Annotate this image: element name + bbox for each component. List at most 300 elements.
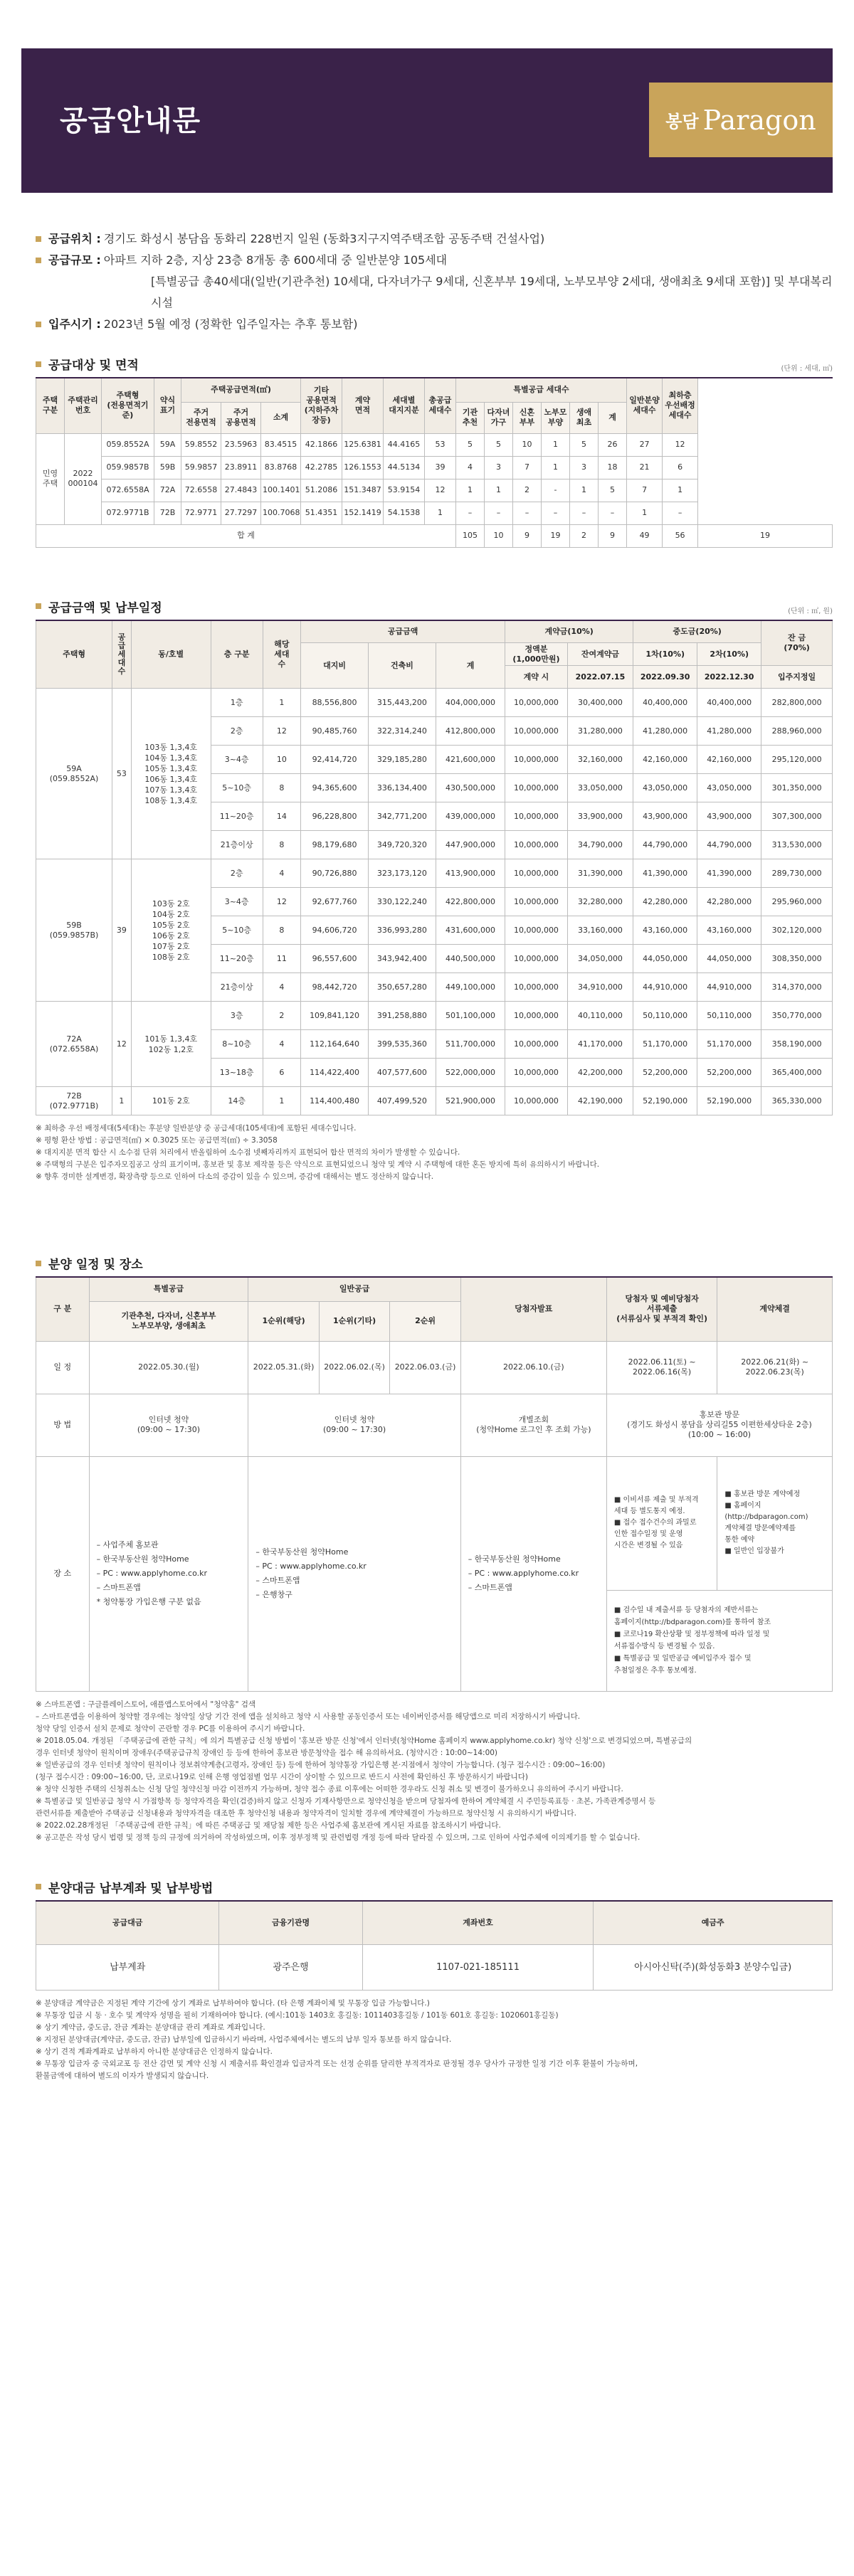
table-header: 계좌번호 [362, 1901, 594, 1945]
table-cell: 4 [456, 456, 485, 479]
table-cell: – 한국부동산원 청약Home – PC : www.applyhome.co.kr – 스마트폰앱 [460, 1456, 606, 1691]
table-header: 세대별 대지지분 [384, 378, 425, 433]
table-cell: 1 [485, 479, 513, 502]
note-line: ※ 무통장 입금 시 동 · 호수 및 계약자 성명을 필히 기재하여야 합니다. (예시:101동 1403호 홍길동: 1011403홍길동 / 101동 601호 홍길동: 1020601홍길동) [36, 2011, 559, 2020]
table-cell: 13~18층 [211, 1059, 263, 1087]
row-label: 일 정 [36, 1341, 90, 1394]
table-cell: 3~4층 [211, 746, 263, 774]
table-cell: 23.5963 [221, 433, 261, 456]
table-cell: 100.1401 [261, 479, 301, 502]
table-header: 잔 금 (70%) [761, 620, 833, 666]
table-cell: 53 [425, 433, 456, 456]
supply-area-table [36, 377, 833, 548]
table-cell: 114,422,400 [301, 1059, 369, 1087]
table-cell: – [542, 502, 570, 524]
table-header: 계 [436, 643, 505, 689]
table-cell: 407,577,600 [368, 1059, 436, 1087]
note-line: ※ 주택형의 구분은 입주자모집공고 상의 표기이며, 홍보관 및 홍보 제작물 등은 약식으로 표현되었으니 청약 및 계약 시 주택형에 대한 혼돈 방지에 특히 유의하시기 바랍니다. [36, 1160, 600, 1169]
table-cell: 50,110,000 [633, 1002, 697, 1030]
table-cell: 44.4165 [384, 433, 425, 456]
table-cell: 404,000,000 [436, 689, 505, 717]
price-notes [36, 1123, 833, 1183]
note-line: ※ 상기 계약금, 중도금, 잔금 계좌는 분양대금 관리 계좌로 계좌입니다. [36, 2023, 265, 2032]
note-line: ※ 스마트폰앱 : 구글플레이스토어, 애플앱스토어에서 "청약홈" 검색 [36, 1700, 256, 1709]
table-cell: 2022 000104 [65, 433, 102, 524]
table-cell: 27.4843 [221, 479, 261, 502]
table-cell: 42,280,000 [633, 888, 697, 916]
table-cell: 10,000,000 [505, 888, 568, 916]
table-cell: 2층 [211, 859, 263, 888]
table-cell: 42,200,000 [567, 1059, 633, 1087]
table-cell: 59A [154, 433, 181, 456]
table-cell: 42,160,000 [633, 746, 697, 774]
note-line: ※ 평형 환산 방법 : 공급면적(㎡) × 0.3025 또는 공급면적(㎡) ÷ 3.3058 [36, 1136, 278, 1145]
table-header: 2022.07.15 [567, 666, 633, 689]
summary-scale-detail: [특별공급 총40세대(일반(기관추천) 10세대, 다자녀가구 9세대, 신혼부부 19세대, 노부모부양 2세대, 생애최초 9세대 포함)] 및 부대복리시설 [151, 275, 833, 309]
table-cell: 10,000,000 [505, 717, 568, 746]
summary [36, 228, 833, 335]
table-cell: 10 [485, 524, 513, 547]
table-cell: 21층이상 [211, 973, 263, 1002]
table-cell: 3층 [211, 1002, 263, 1030]
table-cell: 449,100,000 [436, 973, 505, 1002]
table-cell: 10,000,000 [505, 1002, 568, 1030]
table-cell: 10,000,000 [505, 916, 568, 945]
table-header: 구 분 [36, 1277, 90, 1341]
table-cell: 2 [570, 524, 599, 547]
table-header: 건축비 [368, 643, 436, 689]
table-header: 2022.12.30 [697, 666, 761, 689]
table-cell: 412,800,000 [436, 717, 505, 746]
table-header: 주거 공용면적 [221, 402, 261, 433]
table-cell: 358,190,000 [761, 1030, 833, 1059]
section-title-text: 분양대금 납부계좌 및 납부방법 [48, 1881, 214, 1896]
table-cell: 96,228,800 [301, 802, 369, 831]
table-header: 주택공급면적(㎡) [181, 378, 301, 402]
note-line: (청구 접수시간 : 09:00~16:00, 단, 코로나19로 인해 은행 영업점별 업무 시간이 상이할 수 있으므로 반드시 사전에 확인하신 후 방문하시기 바랍니다) [36, 1772, 528, 1781]
table-cell: 413,900,000 [436, 859, 505, 888]
table-cell: 인터넷 청약 (09:00 ~ 17:30) [89, 1394, 248, 1456]
table-cell: 44,050,000 [697, 945, 761, 973]
table-cell: ■ 이비서류 제출 및 부적격 세대 등 별도통지 예정. ■ 접수 접수건수의 과밀로 인한 접수일정 및 운영 시간은 변경될 수 있음 [606, 1456, 717, 1590]
section-title-text: 분양 일정 및 장소 [48, 1258, 143, 1272]
table-cell: 447,900,000 [436, 831, 505, 859]
header-banner [21, 48, 833, 193]
note-line: ※ 향후 경미한 설계변경, 확장측량 등으로 인하여 다소의 증감이 있을 수 있으며, 증감에 대해서는 별도 정산하지 않습니다. [36, 1172, 434, 1181]
section-supply-area [36, 355, 833, 548]
table-header: 층 구분 [211, 620, 263, 689]
summary-value: 경기도 화성시 봉담읍 동화리 228번지 일원 (동화3지구지역주택조합 공동주택 건설사업) [103, 232, 545, 245]
table-cell: 56 [663, 524, 698, 547]
table-cell: 5 [599, 479, 627, 502]
section-price-schedule [36, 598, 833, 1184]
summary-value: 2023년 5월 예정 (정확한 입주일자는 추후 통보함) [103, 317, 358, 331]
table-cell: 350,770,000 [761, 1002, 833, 1030]
note-line: 환불금액에 대하여 별도의 이자가 발생되지 않습니다. [36, 2072, 209, 2080]
table-cell: 4 [263, 973, 301, 1002]
summary-label: 입주시기 : [48, 317, 101, 331]
table-cell: 105 [456, 524, 485, 547]
note-line: ※ 대지지분 면적 합산 시 소수점 단위 처리에서 반올림하여 소수점 넷째자리까지 표현되어 합산 면적의 차이가 발생할 수 있습니다. [36, 1148, 460, 1157]
table-cell: – [599, 502, 627, 524]
table-cell: 19 [698, 524, 833, 547]
table-cell: 40,110,000 [567, 1002, 633, 1030]
table-cell: 302,120,000 [761, 916, 833, 945]
table-cell: 88,556,800 [301, 689, 369, 717]
page-title: 공급안내문 [60, 105, 201, 137]
table-cell: 30,400,000 [567, 689, 633, 717]
table-cell: 399,535,360 [368, 1030, 436, 1059]
table-cell: 94,606,720 [301, 916, 369, 945]
section-payment-account [36, 1878, 833, 2083]
table-cell: 50,110,000 [697, 1002, 761, 1030]
table-cell: 43,900,000 [697, 802, 761, 831]
table-cell: 51,170,000 [633, 1030, 697, 1059]
table-cell: 2층 [211, 717, 263, 746]
table-header: 잔여계약금 [567, 643, 633, 666]
table-cell: 72A (072.6558A) [36, 1002, 112, 1087]
table-header: 대지비 [301, 643, 369, 689]
table-cell: 12 [425, 479, 456, 502]
table-cell: 8 [263, 831, 301, 859]
table-cell: 92,677,760 [301, 888, 369, 916]
table-cell: 1층 [211, 689, 263, 717]
note-line: – 스마트폰앱을 이용하여 청약할 경우에는 청약일 상당 기간 전에 앱을 설치하고 청약 시 사용할 공동인증서 또는 네이버인증서를 해당앱으로 미리 저장하시기 바랍니다. [36, 1712, 581, 1721]
bullet-icon [36, 361, 41, 367]
table-cell: 1 [263, 689, 301, 717]
table-cell: 2022.06.11(토) ~ 2022.06.16(목) [606, 1341, 717, 1394]
table-cell: 34,790,000 [567, 831, 633, 859]
table-cell: 100.7068 [261, 502, 301, 524]
table-cell: 336,993,280 [368, 916, 436, 945]
table-cell: 31,390,000 [567, 859, 633, 888]
table-cell: 295,960,000 [761, 888, 833, 916]
table-cell: 322,314,240 [368, 717, 436, 746]
table-cell: 10 [263, 746, 301, 774]
table-cell: – 사업주체 홈보관 – 한국부동산원 청약Home – PC : www.applyhome.co.kr – 스마트폰앱 * 청약통장 가입은행 구분 없음 [89, 1456, 248, 1691]
table-header: 기타 공용면적 (지하주차 장등) [301, 378, 342, 433]
table-header: 주택형 [36, 620, 112, 689]
table-cell: 53.9154 [384, 479, 425, 502]
table-cell: 307,300,000 [761, 802, 833, 831]
table-cell: 31,280,000 [567, 717, 633, 746]
table-cell: 109,841,120 [301, 1002, 369, 1030]
table-row [36, 1341, 833, 1394]
section-title [36, 598, 162, 615]
table-cell: ■ 홍보관 방문 계약예정 ■ 홈페이지 (http://bdparagon.com) 계약체결 방문예약제를 통한 예약 ■ 일반인 입장불가 [717, 1456, 833, 1590]
table-cell: 44,790,000 [633, 831, 697, 859]
table-cell: 072.6558A [102, 479, 154, 502]
table-cell: 42,280,000 [697, 888, 761, 916]
table-header: 2순위 [390, 1301, 461, 1341]
table-header: 금융기관명 [219, 1901, 362, 1945]
table-header: 2022.09.30 [633, 666, 697, 689]
table-header: 주택 구분 [36, 378, 65, 433]
table-cell: 4 [263, 859, 301, 888]
table-cell: 42,160,000 [697, 746, 761, 774]
table-cell: 42.2785 [301, 456, 342, 479]
table-cell: 21 [627, 456, 663, 479]
table-cell: 365,400,000 [761, 1059, 833, 1087]
table-cell: 98,442,720 [301, 973, 369, 1002]
table-header: 노부모 부양 [542, 402, 570, 433]
table-cell: 72.9771 [181, 502, 221, 524]
table-cell: 440,500,000 [436, 945, 505, 973]
table-cell: 2 [263, 1002, 301, 1030]
table-header: 특별공급 [89, 1277, 248, 1301]
table-cell: 314,370,000 [761, 973, 833, 1002]
table-cell: 391,258,880 [368, 1002, 436, 1030]
table-cell: 14 [263, 802, 301, 831]
section-title [36, 1878, 213, 1896]
table-cell: 43,900,000 [633, 802, 697, 831]
table-cell: 43,160,000 [633, 916, 697, 945]
table-cell: 431,600,000 [436, 916, 505, 945]
table-cell: 11~20층 [211, 802, 263, 831]
table-cell: 6 [663, 456, 698, 479]
row-label: 장 소 [36, 1456, 90, 1691]
table-cell: 522,000,000 [436, 1059, 505, 1087]
table-cell: 53 [112, 689, 132, 859]
table-cell: – [570, 502, 599, 524]
table-cell: 5~10층 [211, 916, 263, 945]
table-row [36, 1087, 833, 1115]
table-cell: 41,170,000 [567, 1030, 633, 1059]
table-cell: 44,050,000 [633, 945, 697, 973]
summary-value: 아파트 지하 2층, 지상 23층 8개동 총 600세대 중 일반분양 105세대 [103, 253, 448, 267]
summary-label: 공급위치 : [48, 232, 101, 245]
table-cell: 349,720,320 [368, 831, 436, 859]
table-cell: 1 [627, 502, 663, 524]
note-line: 경우 인터넷 청약이 원칙이며 장애우(주택공급규칙 장애인 등 등에 한하여 홍보관 방문청약을 접수 해 유의하셔요. (청약시간 : 10:00~14:00) [36, 1748, 498, 1757]
table-cell: 330,122,240 [368, 888, 436, 916]
table-cell: 96,557,600 [301, 945, 369, 973]
table-cell: 51.4351 [301, 502, 342, 524]
table-cell: 4 [263, 1030, 301, 1059]
table-cell: - [542, 479, 570, 502]
bullet-icon [36, 603, 41, 609]
note-line: ※ 분양대금 계약금은 지정된 계약 기간에 상기 계좌로 납부하여야 합니다. (타 은행 계좌이체 및 무통장 입금 가능합니다.) [36, 1999, 430, 2008]
section-title-text: 공급금액 및 납부일정 [48, 600, 162, 615]
table-cell: 72.6558 [181, 479, 221, 502]
table-header: 주택형 (전용면적기준) [102, 378, 154, 433]
table-cell: 납부계좌 [36, 1945, 219, 1991]
table-cell: 439,000,000 [436, 802, 505, 831]
table-cell: 152.1419 [342, 502, 384, 524]
section-title [36, 355, 139, 373]
table-cell: 365,330,000 [761, 1087, 833, 1115]
account-holder: 아시아신탁(주)(화성동화3 분양수입금) [594, 1945, 833, 1991]
table-cell: 83.4515 [261, 433, 301, 456]
table-header: 소계 [261, 402, 301, 433]
table-header: 기관 추천 [456, 402, 485, 433]
summary-location [36, 228, 833, 250]
bullet-icon [36, 1884, 41, 1889]
table-cell: – [485, 502, 513, 524]
table-cell: 1 [263, 1087, 301, 1115]
table-cell: 92,414,720 [301, 746, 369, 774]
table-cell: 33,900,000 [567, 802, 633, 831]
table-cell: 10 [513, 433, 542, 456]
table-cell: 72B (072.9771B) [36, 1087, 112, 1115]
table-cell: – [513, 502, 542, 524]
table-cell: – [663, 502, 698, 524]
note-line: 청약 당일 인증서 설치 문제로 청약이 곤란할 경우 PC를 이용하여 주시기 바랍니다. [36, 1724, 305, 1733]
table-cell: 44,790,000 [697, 831, 761, 859]
table-cell: 10,000,000 [505, 774, 568, 802]
bank-name: 광주은행 [219, 1945, 362, 1991]
table-cell: 101동 2호 [131, 1087, 211, 1115]
table-header: 공급대금 [36, 1901, 219, 1945]
table-cell: 421,600,000 [436, 746, 505, 774]
table-cell: 5 [485, 433, 513, 456]
summary-label: 공급규모 : [48, 253, 101, 267]
account-number: 1107-021-185111 [362, 1945, 594, 1991]
table-cell: 33,160,000 [567, 916, 633, 945]
table-cell: 52,200,000 [697, 1059, 761, 1087]
table-cell: 521,900,000 [436, 1087, 505, 1115]
table-cell: 40,400,000 [697, 689, 761, 717]
table-cell: 125.6381 [342, 433, 384, 456]
table-cell: 407,499,520 [368, 1087, 436, 1115]
schedule-table [36, 1276, 833, 1692]
table-cell: 313,530,000 [761, 831, 833, 859]
table-cell: 1 [456, 479, 485, 502]
table-cell: 336,134,400 [368, 774, 436, 802]
table-cell: 1 [425, 502, 456, 524]
table-cell: 11 [263, 945, 301, 973]
bullet-icon [36, 1261, 41, 1266]
table-row [36, 456, 833, 479]
brand-logo-korean: 봉담 [665, 112, 699, 132]
bullet-icon [36, 236, 41, 242]
table-header: 생애 최초 [570, 402, 599, 433]
payment-notes [36, 1998, 833, 2082]
table-cell: 42,190,000 [567, 1087, 633, 1115]
table-cell: 3~4층 [211, 888, 263, 916]
table-cell: 2022.06.03.(금) [390, 1341, 461, 1394]
table-header: 주택관리번호 [65, 378, 102, 433]
table-header: 동/호별 [131, 620, 211, 689]
table-cell: 49 [627, 524, 663, 547]
table-cell: 329,185,280 [368, 746, 436, 774]
table-cell: 1 [570, 479, 599, 502]
table-cell: 103동 2호 104동 2호 105동 2호 106동 2호 107동 2호 108동 2호 [131, 859, 211, 1002]
table-cell: 41,280,000 [697, 717, 761, 746]
note-line: ※ 2022.02.28개정된 「주택공급에 관한 규칙」에 따른 주택공급 및 재당첨 제한 등은 사업주체 홈보관에 게시된 자료를 참조하시기 바랍니다. [36, 1820, 501, 1830]
table-cell: 422,800,000 [436, 888, 505, 916]
table-cell: 350,657,280 [368, 973, 436, 1002]
note-line: ※ 특별공급 및 일반공급 청약 시 가점항목 등 청약자격을 확인(검증)하지 않고 신청자 기재사항만으로 청약신청을 받으며 당첨자에 한하여 계약체결 시 주민등록표등 · 초본, 가족관계증명서 등 [36, 1796, 656, 1806]
total-row [36, 524, 833, 547]
table-cell: 301,350,000 [761, 774, 833, 802]
table-cell: 7 [627, 479, 663, 502]
table-cell: 10,000,000 [505, 945, 568, 973]
table-cell: 059.9857B [102, 456, 154, 479]
table-cell: 114,400,480 [301, 1087, 369, 1115]
table-header: 계약체결 [717, 1277, 833, 1341]
table-header: 일반공급 [248, 1277, 460, 1301]
table-cell: 42.1866 [301, 433, 342, 456]
table-cell: ■ 검수일 내 제출서류 등 당첨자의 제반서류는 홈페이지(http://bdparagon.com)를 통하여 참조 ■ 코로나19 확산상황 및 정부정책에 따라 일정 및 서류접수방식 등 변경될 수 있음. ■ 특별공급 및 일반공급 예비입주자 접수 및 추첨일정은 추후 통보예정. [606, 1590, 832, 1691]
table-cell: 10,000,000 [505, 973, 568, 1002]
table-cell: 59.8552 [181, 433, 221, 456]
table-cell: 합 계 [36, 524, 456, 547]
payment-account-table [36, 1900, 833, 1991]
table-cell: 59B (059.9857B) [36, 859, 112, 1002]
table-cell: 90,726,880 [301, 859, 369, 888]
table-cell: 90,485,760 [301, 717, 369, 746]
table-cell: 511,700,000 [436, 1030, 505, 1059]
section-title-text: 공급대상 및 면적 [48, 359, 139, 373]
table-cell: 1 [542, 456, 570, 479]
table-cell: 인터넷 청약 (09:00 ~ 17:30) [248, 1394, 460, 1456]
table-cell: 2022.05.31.(화) [248, 1341, 319, 1394]
table-cell: 2022.06.02.(목) [319, 1341, 389, 1394]
table-cell: 5 [456, 433, 485, 456]
table-row [36, 859, 833, 888]
table-header: 1차(10%) [633, 643, 697, 666]
table-cell: 12 [263, 717, 301, 746]
table-header: 특별공급 세대수 [456, 378, 627, 402]
section-schedule-place [36, 1254, 833, 1844]
summary-move-in [36, 314, 833, 335]
bullet-icon [36, 322, 41, 327]
table-header: 중도금(20%) [633, 620, 761, 643]
table-cell: 34,050,000 [567, 945, 633, 973]
note-line: ※ 무통장 입금자 중 국외교포 등 전산 감면 및 계약 신청 시 제출서류 확인결과 입금자격 또는 선정 순위를 달리한 부적격자로 판정될 경우 당사가 규정한 일정 기간 이후 환불이 가능하며, [36, 2060, 638, 2068]
table-cell: 282,800,000 [761, 689, 833, 717]
table-header: 당첨자 및 예비당첨자 서류제출 (서류심사 및 부적격 확인) [606, 1277, 717, 1341]
table-cell: 072.9771B [102, 502, 154, 524]
table-cell: 10,000,000 [505, 859, 568, 888]
table-cell: 8~10층 [211, 1030, 263, 1059]
table-header: 공급금액 [301, 620, 505, 643]
table-header: 일반분양 세대수 [627, 378, 663, 433]
table-header: 당첨자발표 [460, 1277, 606, 1341]
table-header: 계 [599, 402, 627, 433]
table-header: 해당 세대 수 [263, 620, 301, 689]
table-cell: 10,000,000 [505, 802, 568, 831]
table-row [36, 502, 833, 524]
note-line: ※ 지정된 분양대금(계약금, 중도금, 잔금) 납부일에 입금하시기 바라며, 사업주체에서는 별도의 납부 일자 통보를 하지 않습니다. [36, 2035, 452, 2044]
table-cell: 27 [627, 433, 663, 456]
table-cell: 10,000,000 [505, 1030, 568, 1059]
row-label: 방 법 [36, 1394, 90, 1456]
table-header: 예금주 [594, 1901, 833, 1945]
table-cell: 19 [542, 524, 570, 547]
table-row [36, 1394, 833, 1456]
table-cell: 2022.06.10.(금) [460, 1341, 606, 1394]
brand-logo [649, 83, 833, 157]
table-cell: 52,190,000 [633, 1087, 697, 1115]
table-cell: 288,960,000 [761, 717, 833, 746]
table-cell: 39 [425, 456, 456, 479]
unit-label: (단위 : ㎡, 원) [788, 607, 833, 615]
table-header: 최하층 우선배정 세대수 [663, 378, 698, 433]
table-cell: 101동 1,3,4호 102동 1,2호 [131, 1002, 211, 1087]
table-cell: 14층 [211, 1087, 263, 1115]
table-cell: 12 [112, 1002, 132, 1087]
table-cell: 43,050,000 [633, 774, 697, 802]
table-cell: 21층이상 [211, 831, 263, 859]
table-header: 주거 전용면적 [181, 402, 221, 433]
table-cell: 홍보관 방문 (경기도 화성시 봉담읍 상리길55 이편한세상타운 2층) (10:00 ~ 16:00) [606, 1394, 832, 1456]
summary-scale [36, 250, 833, 271]
table-cell: 8 [263, 916, 301, 945]
table-cell: 72B [154, 502, 181, 524]
table-cell: 51.2086 [301, 479, 342, 502]
